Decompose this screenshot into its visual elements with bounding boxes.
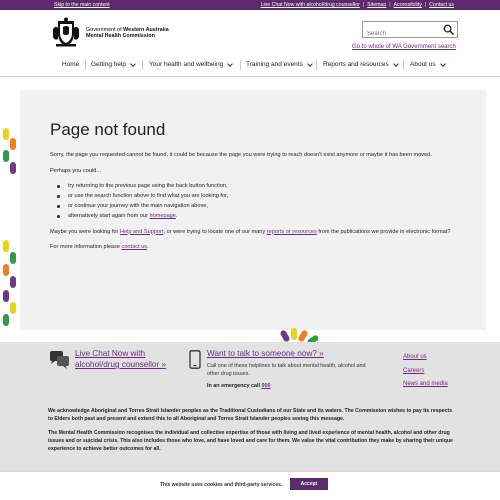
decorative-bar [10, 162, 16, 174]
helpline-text [207, 348, 377, 389]
cookie-message: This website uses cookies and third-party services. [160, 482, 283, 488]
info-text-prefix: For more information please [50, 244, 122, 250]
logo-text [86, 27, 169, 40]
site-logo[interactable] [50, 17, 169, 49]
quick-link-live-chat[interactable]: Live Chat Now with alcohol/drug counsellor [260, 2, 360, 8]
contact-us-link[interactable]: contact us [121, 244, 148, 250]
nav-item-label: Reports and resources [323, 61, 389, 68]
search-input[interactable] [363, 27, 441, 42]
footer-link-careers[interactable]: Careers [403, 367, 425, 374]
nav-item-label: About us [410, 61, 436, 68]
decorative-bar [10, 302, 16, 314]
help-support-link[interactable]: Help and Support [119, 228, 164, 235]
emergency-text [207, 383, 377, 389]
list-item-text: . [175, 213, 178, 219]
info-text-suffix: . [147, 244, 149, 250]
decorative-bar [3, 264, 9, 276]
nav-item-health-wellbeing[interactable] [149, 61, 232, 68]
wa-gov-search-link[interactable]: Go to whole of WA Government search [352, 44, 456, 50]
footer-link-about-us[interactable]: About us [403, 354, 427, 360]
main-navigation [0, 57, 500, 74]
decorative-bar [3, 150, 9, 162]
decorative-bar [10, 252, 16, 264]
nav-item-label: Training and events [246, 61, 303, 68]
skip-to-content-link[interactable]: Skip to the main content [54, 2, 110, 8]
quick-links [261, 2, 454, 8]
helpline-block [189, 348, 377, 389]
helpline-description: Call one of these helplines to talk about mental health, alcohol and other drug issues. [207, 363, 366, 377]
list-item: try returning to the previous page using the back button function, [50, 182, 465, 191]
decorative-bar [3, 128, 9, 140]
nav-divider [142, 60, 143, 70]
reports-resources-link[interactable]: reports or resources [266, 228, 317, 235]
acknowledgement-lived-experience: The Mental Health Commission recognises the individual and collective expertise of those with living and lived experience of mental health, alcohol and other drug issues and or suicidal crisis. This also includes those who love, and have loved and care for them. We value the vital contribution they make by sharing their unique experience to achieve better outcomes for all. [48, 430, 453, 452]
search-icon[interactable] [443, 24, 454, 35]
live-chat-link-line1[interactable]: Live Chat Now with [75, 349, 146, 358]
live-chat-text [75, 348, 166, 370]
nav-divider [85, 60, 86, 70]
nav-item-reports-resources[interactable] [323, 61, 398, 68]
quick-link-sitemap[interactable]: Sitemap [367, 2, 387, 8]
page-title: Page not found [50, 120, 166, 139]
chevron-down-icon [393, 61, 399, 67]
separator: | [424, 2, 427, 8]
nav-item-training-events[interactable] [246, 61, 312, 68]
perhaps-text: Perhaps you could... [50, 167, 101, 174]
list-item: or continue your journey with the main navigation above, [50, 202, 465, 211]
chat-bubbles-icon [48, 350, 70, 370]
mobile-phone-icon [189, 350, 201, 369]
help-text [50, 228, 465, 237]
decorative-bar [3, 290, 9, 302]
talk-to-someone-link[interactable]: Want to talk to someone now? » [207, 349, 324, 358]
info-text [50, 243, 465, 252]
nav-item-label: Home [62, 61, 80, 68]
search-box [362, 21, 458, 38]
list-item-text: alternatively start again from our [68, 213, 150, 219]
emergency-number-link[interactable]: 000 [261, 383, 271, 389]
decorative-bar [10, 138, 16, 150]
nav-item-home[interactable] [62, 61, 79, 68]
cookie-banner [0, 471, 500, 500]
help-text-mid: , or were trying to locate one of our many [163, 228, 267, 235]
main-content [50, 120, 465, 259]
acknowledgement [48, 407, 458, 459]
nav-divider [316, 60, 317, 70]
help-text-suffix: from the publications we provide in electronic format? [316, 228, 451, 235]
emergency-prefix: In an emergency call [207, 383, 262, 389]
acknowledgement-country: We acknowledge Aboriginal and Torres Strait Islander peoples as the Traditional Custodians of our State and its waters. The Commission wishes to pay its respects to Elders both past and present and extend this to all Aboriginal and Torres Strait Islander peoples seeing this message. [48, 408, 453, 422]
nav-item-getting-help[interactable] [91, 61, 135, 68]
list-item [50, 212, 465, 221]
live-chat-link-line2[interactable]: alcohol/drug counsellor » [75, 360, 167, 369]
logo-gov-prefix: Government of [86, 26, 124, 33]
nav-item-label: Getting help [91, 61, 127, 68]
decorative-bar [3, 314, 9, 326]
help-text-prefix: Maybe you were looking for [50, 228, 120, 235]
quick-link-contact-us[interactable]: Contact us [429, 2, 454, 8]
nav-item-label: Your health and wellbeing [149, 61, 224, 68]
chevron-down-icon [130, 61, 136, 67]
suggestion-list [50, 182, 465, 221]
footer-links [403, 351, 448, 392]
footer-link-news-media[interactable]: News and media [403, 381, 448, 387]
chevron-down-icon [440, 61, 446, 67]
decorative-bar [3, 240, 9, 252]
separator: | [362, 2, 365, 8]
homepage-link[interactable]: homepage [149, 213, 176, 219]
decorative-bar [10, 276, 16, 288]
separator: | [389, 2, 391, 8]
nav-item-about-us[interactable] [410, 61, 445, 68]
top-utility-bar [0, 0, 500, 10]
logo-state-name: Western Australia [123, 26, 169, 33]
crest-logo-icon [50, 17, 82, 49]
intro-text: Sorry, the page you requested cannot be found, it could be because the page you were trying to reach doesn't exist anymore or maybe it has been moved. [50, 152, 432, 158]
nav-divider [403, 60, 404, 70]
decorative-bar [291, 328, 297, 340]
live-chat-block[interactable] [48, 348, 166, 370]
chevron-down-icon [227, 61, 233, 67]
nav-divider [240, 60, 241, 70]
logo-agency-name: Mental Health Commission [86, 33, 155, 39]
accept-cookies-button[interactable]: Accept [290, 478, 328, 490]
quick-link-accessibility[interactable]: Accessibility [393, 2, 422, 8]
list-item: or use the search function above to find what you are looking for, [50, 192, 465, 201]
chevron-down-icon [307, 61, 313, 67]
